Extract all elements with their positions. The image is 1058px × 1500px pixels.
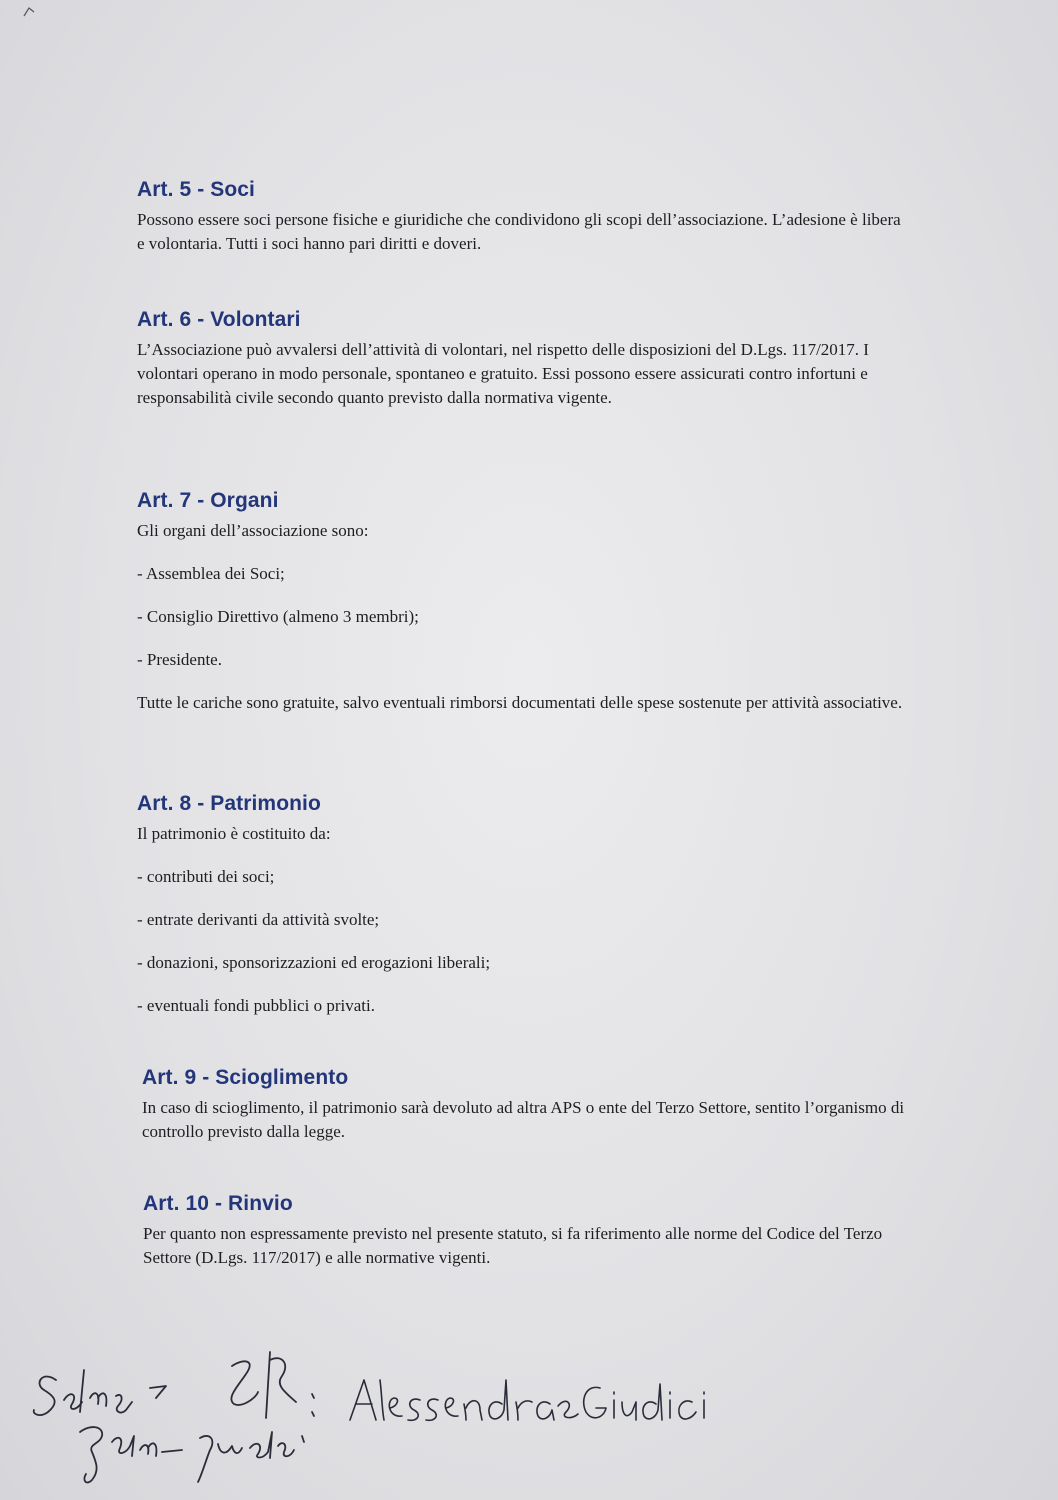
article-8-patrimonio xyxy=(137,792,907,1018)
article-closing: Tutte le cariche sono gratuite, salvo eventuali rimborsi documentati delle spese sostenute per attività associative. xyxy=(137,693,903,712)
article-paragraph: In caso di scioglimento, il patrimonio sarà devoluto ad altra APS o ente del Terzo Settore, sentito l’organismo di controllo previsto dalla legge. xyxy=(142,1098,905,1141)
signatures-area xyxy=(20,1340,740,1490)
list-item: - Presidente. xyxy=(137,650,222,669)
list-item: - entrate derivanti da attività svolte; xyxy=(137,910,380,929)
article-title: Art. 10 - Rinvio xyxy=(143,1192,293,1215)
article-title: Art. 5 - Soci xyxy=(137,178,255,201)
article-intro: Gli organi dell’associazione sono: xyxy=(137,521,369,540)
article-6-volontari xyxy=(137,308,907,410)
signature-4 xyxy=(350,1380,704,1420)
article-title: Art. 7 - Organi xyxy=(137,489,279,512)
article-title: Art. 9 - Scioglimento xyxy=(142,1066,349,1089)
article-9-scioglimento xyxy=(142,1066,912,1144)
corner-fold-mark xyxy=(22,4,36,18)
article-paragraph: Possono essere soci persone fisiche e giuridiche che condividono gli scopi dell’associazione. L’adesione è libera e volontaria. Tutti i soci hanno pari diritti e doveri. xyxy=(137,210,901,253)
article-7-organi xyxy=(137,489,907,715)
list-item: - Consiglio Direttivo (almeno 3 membri); xyxy=(137,607,419,626)
list-item: - contributi dei soci; xyxy=(137,867,275,886)
signature-1 xyxy=(34,1370,166,1415)
signature-2 xyxy=(80,1427,304,1482)
article-10-rinvio xyxy=(143,1192,913,1270)
article-title: Art. 6 - Volontari xyxy=(137,308,301,331)
article-paragraph: Per quanto non espressamente previsto nel presente statuto, si fa riferimento alle norme del Codice del Terzo Settore (D.Lgs. 117/2017) e alle normative vigenti. xyxy=(143,1224,883,1267)
signature-3 xyxy=(231,1352,314,1418)
list-item: - Assemblea dei Soci; xyxy=(137,564,285,583)
list-item: - eventuali fondi pubblici o privati. xyxy=(137,996,375,1015)
article-intro: Il patrimonio è costituito da: xyxy=(137,824,331,843)
article-paragraph: L’Associazione può avvalersi dell’attività di volontari, nel rispetto delle disposizioni del D.Lgs. 117/2017. I volontari operano in modo personale, spontaneo e gratuito. Essi possono essere assicurati contro infortuni e responsabilità civile secondo quanto previsto dalla normativa vigente. xyxy=(137,340,869,407)
list-item: - donazioni, sponsorizzazioni ed erogazioni liberali; xyxy=(137,953,491,972)
article-title: Art. 8 - Patrimonio xyxy=(137,792,321,815)
article-5-soci xyxy=(137,178,907,256)
